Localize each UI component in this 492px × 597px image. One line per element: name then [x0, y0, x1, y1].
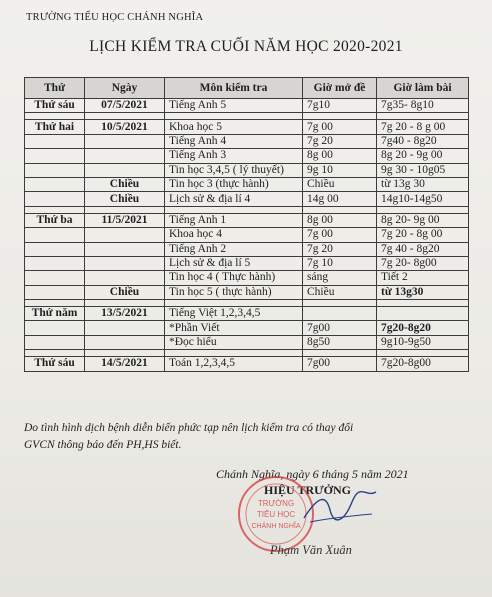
signature-icon — [300, 488, 380, 528]
cell-gio-mo-de: 7g 10 — [303, 256, 377, 270]
cell-gio-lam-bai: 7g 20- 8g00 — [377, 256, 469, 270]
cell-thu — [25, 177, 85, 191]
stamp-text: TIỂU HỌC — [256, 510, 296, 519]
cell-mon: Tin học 5 ( thực hành) — [165, 285, 303, 299]
cell-gio-mo-de: 8g 00 — [303, 213, 377, 227]
cell-ngay: Chiều — [85, 192, 165, 206]
cell-mon: Tin học 3,4,5 ( lý thuyết) — [165, 163, 303, 177]
cell-gio-lam-bai — [377, 307, 469, 321]
notice-line: Do tình hình dịch bệnh diễn biến phức tạp nên lịch kiểm tra có thay đổi — [24, 422, 354, 434]
cell-thu — [25, 228, 85, 242]
col-header-gio-mo-de: Giờ mở đề — [303, 78, 377, 99]
cell-mon: Tiếng Anh 2 — [165, 242, 303, 256]
cell-thu — [25, 149, 85, 163]
cell-ngay: 14/5/2021 — [85, 357, 165, 371]
cell-thu: Thứ năm — [25, 307, 85, 321]
cell-ngay — [85, 335, 165, 349]
table-row — [25, 271, 469, 285]
table-row — [25, 149, 469, 163]
cell-ngay — [85, 271, 165, 285]
cell-ngay — [85, 149, 165, 163]
spacer-row — [25, 300, 469, 307]
page-title: LỊCH KIỂM TRA CUỐI NĂM HỌC 2020-2021 — [89, 38, 403, 55]
cell-gio-mo-de: 7g 00 — [303, 228, 377, 242]
school-name: TRƯỜNG TIỂU HỌC CHÁNH NGHĨA — [26, 12, 204, 23]
cell-ngay: Chiều — [85, 285, 165, 299]
cell-mon: Tiếng Anh 1 — [165, 213, 303, 227]
cell-ngay — [85, 256, 165, 270]
spacer-row — [25, 350, 469, 357]
cell-gio-mo-de: sáng — [303, 271, 377, 285]
notice-line: GVCN thông báo đến PH,HS biết. — [24, 439, 182, 451]
cell-thu — [25, 350, 85, 357]
cell-gio-lam-bai: 7g20-8g20 — [377, 321, 469, 335]
cell-thu — [25, 256, 85, 270]
cell-ngay: 10/5/2021 — [85, 120, 165, 134]
stamp-text: CHÁNH NGHĨA — [251, 523, 301, 530]
cell-gio-mo-de — [303, 350, 377, 357]
cell-gio-mo-de: 9g 10 — [303, 163, 377, 177]
col-header-mon: Môn kiểm tra — [165, 78, 303, 99]
cell-mon — [165, 300, 303, 307]
cell-ngay — [85, 350, 165, 357]
cell-gio-mo-de: 14g 00 — [303, 192, 377, 206]
cell-gio-mo-de: 7g10 — [303, 99, 377, 113]
cell-thu — [25, 192, 85, 206]
cell-gio-lam-bai: 7g35- 8g10 — [377, 99, 469, 113]
table-row — [25, 99, 469, 113]
cell-thu: Thứ sáu — [25, 99, 85, 113]
cell-gio-lam-bai: từ 13g30 — [377, 285, 469, 299]
cell-gio-lam-bai: 7g20-8g00 — [377, 357, 469, 371]
cell-gio-mo-de: 7g 20 — [303, 242, 377, 256]
cell-thu — [25, 300, 85, 307]
cell-mon: Khoa học 5 — [165, 120, 303, 134]
cell-gio-mo-de — [303, 307, 377, 321]
cell-thu — [25, 321, 85, 335]
table-row — [25, 321, 469, 335]
cell-ngay — [85, 228, 165, 242]
cell-thu — [25, 285, 85, 299]
table-row — [25, 213, 469, 227]
cell-ngay — [85, 163, 165, 177]
cell-ngay — [85, 206, 165, 213]
table-row — [25, 335, 469, 349]
cell-thu: Thứ hai — [25, 120, 85, 134]
cell-mon: *Phần Viết — [165, 321, 303, 335]
col-header-thu: Thứ — [25, 78, 85, 99]
cell-gio-lam-bai — [377, 350, 469, 357]
change-notice — [24, 420, 474, 454]
cell-gio-lam-bai: 9g 30 - 10g05 — [377, 163, 469, 177]
cell-gio-mo-de: 7g 00 — [303, 120, 377, 134]
cell-gio-mo-de: Chiều — [303, 177, 377, 191]
signer-name: Phạm Văn Xuân — [270, 543, 352, 557]
cell-gio-lam-bai — [377, 113, 469, 120]
cell-gio-lam-bai: 14g10-14g50 — [377, 192, 469, 206]
col-header-gio-lam-bai: Giờ làm bài — [377, 78, 469, 99]
table-row — [25, 285, 469, 299]
cell-gio-lam-bai — [377, 206, 469, 213]
cell-mon: *Đọc hiểu — [165, 335, 303, 349]
cell-ngay — [85, 134, 165, 148]
cell-gio-mo-de: 7g00 — [303, 321, 377, 335]
table-row — [25, 134, 469, 148]
cell-thu — [25, 163, 85, 177]
cell-mon: Tiếng Anh 3 — [165, 149, 303, 163]
cell-thu — [25, 113, 85, 120]
cell-gio-mo-de: 7g00 — [303, 357, 377, 371]
cell-gio-lam-bai: 8g 20 - 9g 00 — [377, 149, 469, 163]
cell-gio-mo-de — [303, 300, 377, 307]
table-header-row — [25, 78, 469, 99]
date-place: Chánh Nghĩa, ngày 6 tháng 5 năm 2021 — [216, 467, 409, 481]
cell-mon: Toán 1,2,3,4,5 — [165, 357, 303, 371]
stamp-text: TRƯỜNG — [257, 499, 295, 508]
cell-gio-mo-de: 8g 00 — [303, 149, 377, 163]
cell-gio-lam-bai — [377, 300, 469, 307]
cell-mon: Tin học 4 ( Thực hành) — [165, 271, 303, 285]
cell-gio-lam-bai: 7g 20 - 8g 00 — [377, 228, 469, 242]
cell-mon — [165, 350, 303, 357]
cell-ngay: Chiều — [85, 177, 165, 191]
cell-ngay — [85, 242, 165, 256]
table-row — [25, 163, 469, 177]
cell-thu — [25, 271, 85, 285]
cell-ngay: 11/5/2021 — [85, 213, 165, 227]
cell-ngay — [85, 113, 165, 120]
table-row — [25, 357, 469, 371]
cell-thu — [25, 242, 85, 256]
spacer-row — [25, 206, 469, 213]
cell-gio-mo-de — [303, 113, 377, 120]
cell-gio-lam-bai: 7g 40 - 8g20 — [377, 242, 469, 256]
cell-mon: Lịch sử & địa lí 4 — [165, 192, 303, 206]
cell-thu: Thứ sáu — [25, 357, 85, 371]
table-row — [25, 242, 469, 256]
cell-gio-lam-bai: từ 13g 30 — [377, 177, 469, 191]
cell-gio-lam-bai: 9g10-9g50 — [377, 335, 469, 349]
cell-gio-mo-de: 8g50 — [303, 335, 377, 349]
cell-gio-lam-bai: 7g 20 - 8 g 00 — [377, 120, 469, 134]
cell-ngay — [85, 321, 165, 335]
cell-mon — [165, 206, 303, 213]
cell-mon: Tiếng Việt 1,2,3,4,5 — [165, 307, 303, 321]
principal-title: HIỆU TRƯỞNG — [264, 483, 352, 497]
cell-ngay — [85, 300, 165, 307]
cell-thu: Thứ ba — [25, 213, 85, 227]
cell-mon — [165, 113, 303, 120]
cell-ngay: 13/5/2021 — [85, 307, 165, 321]
cell-gio-lam-bai: 7g40 - 8g20 — [377, 134, 469, 148]
cell-mon: Lịch sử & địa lí 5 — [165, 256, 303, 270]
exam-schedule-table — [24, 77, 469, 372]
cell-thu — [25, 335, 85, 349]
cell-ngay: 07/5/2021 — [85, 99, 165, 113]
cell-thu — [25, 206, 85, 213]
table-row — [25, 228, 469, 242]
table-row — [25, 177, 469, 191]
cell-mon: Khoa học 4 — [165, 228, 303, 242]
cell-mon: Tiếng Anh 4 — [165, 134, 303, 148]
spacer-row — [25, 113, 469, 120]
cell-gio-mo-de — [303, 206, 377, 213]
cell-gio-mo-de: Chiều — [303, 285, 377, 299]
table-row — [25, 256, 469, 270]
cell-gio-mo-de: 7g 20 — [303, 134, 377, 148]
cell-mon: Tiếng Anh 5 — [165, 99, 303, 113]
cell-thu — [25, 134, 85, 148]
table-row — [25, 192, 469, 206]
cell-gio-lam-bai: Tiết 2 — [377, 271, 469, 285]
table-row — [25, 120, 469, 134]
cell-gio-lam-bai: 8g 20- 9g 00 — [377, 213, 469, 227]
table-body — [25, 99, 469, 372]
cell-mon: Tin học 3 (thực hành) — [165, 177, 303, 191]
col-header-ngay: Ngày — [85, 78, 165, 99]
table-row — [25, 307, 469, 321]
